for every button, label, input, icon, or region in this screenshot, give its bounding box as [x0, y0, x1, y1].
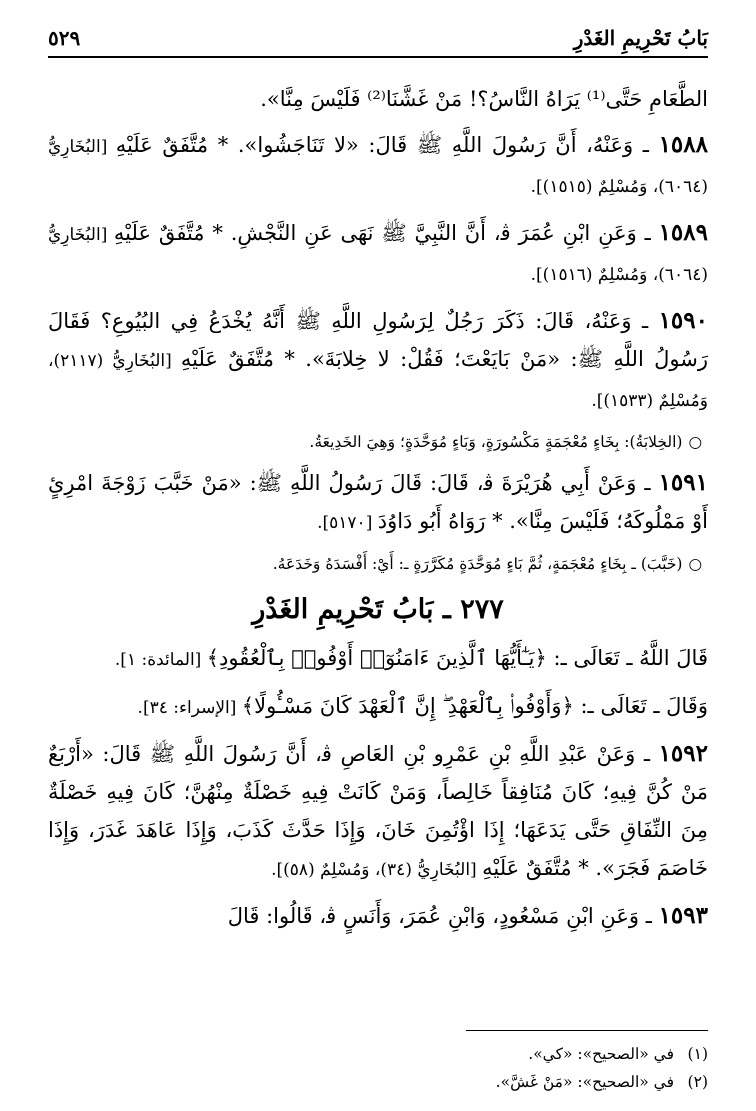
hadith-number: ١٥٨٨ [658, 131, 708, 158]
hadith-number: ١٥٩٣ [658, 902, 708, 929]
hadith-citation: [البُخَارِيُّ (٣٤)، وَمُسْلِمٌ (٥٨)]. [271, 860, 483, 880]
footnote-item [48, 1068, 708, 1096]
quran-verse [48, 687, 708, 727]
verse-text: قَالَ اللَّهُ ـ تَعَالَى ـ: ﴿يَـٰٓأَيُّهَا ٱلَّذِينَ ءَامَنُوٓا۟ أَوْفُوا۟ بِٱلْعُقُودِ﴾ [206, 646, 708, 670]
explanatory-note [48, 550, 702, 578]
running-title: بَابُ تَحْرِيمِ الغَدْرِ [573, 26, 708, 50]
hadith-text: ـ وَعَنْهُ، أَنَّ رَسُولَ اللَّهِ ﷺ قَالَ: «لا تَنَاجَشُوا». * مُتَّفَقٌ عَلَيْهِ [115, 133, 659, 157]
hadith-citation: [البُخَارِيُّ (٦٠٦٤)، وَمُسْلِمٌ (١٥١٦)]. [48, 225, 708, 285]
note-text: (الخِلابَةُ): بِخَاءٍ مُعْجَمَةٍ مَكْسُورَةٍ، وَبَاءٍ مُوَحَّدَةٍ؛ وَهِيَ الخَدِيعَةُ. [309, 433, 683, 451]
hadith-paragraph [48, 214, 708, 294]
footnote-number: (١) [687, 1045, 708, 1063]
chapter-title: ٢٧٧ ـ بَابُ تَحْرِيمِ الغَدْرِ [252, 594, 504, 625]
verse-citation: [المائدة: ١]. [114, 650, 207, 670]
page-header [48, 22, 708, 56]
book-page [48, 22, 708, 1091]
note-circle-icon: ○ [688, 433, 702, 451]
explanatory-note [48, 428, 702, 456]
footnote-rule [466, 1030, 708, 1031]
footnote-item [48, 1040, 708, 1068]
page-number: ٥٢٩ [48, 26, 81, 50]
hadith-paragraph [48, 126, 708, 206]
footnote-text: في «الصحيح»: «كي». [528, 1045, 674, 1063]
hadith-citation: [٥١٧٠]. [317, 513, 378, 533]
footnote-text: في «الصحيح»: «مَنْ غَشَّ». [495, 1073, 674, 1091]
header-rule [48, 56, 708, 58]
hadith-number: ١٥٩١ [658, 469, 708, 496]
hadith-paragraph [48, 897, 708, 935]
hadith-number: ١٥٩٠ [658, 307, 708, 334]
hadith-number: ١٥٩٢ [658, 740, 708, 767]
hadith-paragraph [48, 464, 708, 542]
hadith-paragraph [48, 735, 708, 889]
note-text: (خَبَّبَ) ـ بِخَاءٍ مُعْجَمَةٍ، ثُمَّ بَاءٍ مُوَحَّدَةٍ مُكَرَّرَةٍ ـ: أَيْ: أَفْسَدَهُ وَخَدَعَهُ. [272, 555, 683, 573]
note-circle-icon: ○ [688, 555, 702, 573]
quran-verse [48, 639, 708, 679]
hadith-text: ـ وَعَنِ ابْنِ مَسْعُودٍ، وَابْنِ عُمَرَ، وَأَنَسٍ ﭬ، قَالُوا: قَالَ [227, 904, 659, 928]
page-body [48, 80, 708, 943]
hadith-number: ١٥٨٩ [658, 219, 708, 246]
hadith-paragraph [48, 302, 708, 420]
footnotes [48, 1040, 708, 1096]
hadith-citation: [البُخَارِيُّ (٦٠٦٤)، وَمُسْلِمٌ (١٥١٥)]. [48, 137, 708, 197]
hadith-text: ـ وَعَنْهُ، قَالَ: ذَكَرَ رَجُلٌ لِرَسُولِ اللَّهِ ﷺ أَنَّهُ يُخْدَعُ فِي البُيُوعِ؟ فَقَالَ رَسُولُ اللَّهِ ﷺ: «مَنْ بَايَعْتَ؛ فَقُلْ: لا خِلابَةَ». * مُتَّفَقٌ عَلَيْهِ [48, 309, 708, 371]
hadith-text: الطَّعَامِ حَتَّى⁽¹⁾ يَرَاهُ النَّاسُ؟! مَنْ غَشَّنَا⁽²⁾ فَلَيْسَ مِنَّا». [260, 87, 708, 111]
footnote-number: (٢) [687, 1073, 708, 1091]
hadith-text: ـ وَعَنْ عَبْدِ اللَّهِ بْنِ عَمْرِو بْنِ العَاصِ ﭬ، أَنَّ رَسُولَ اللَّهِ ﷺ قَالَ: «أَرْبَعٌ مَنْ كُنَّ فِيهِ؛ كَانَ مُنَافِقاً خَالِصاً، وَمَنْ كَانَتْ فِيهِ خَصْلَةٌ مِنْهُنَّ؛ كَانَ فِيهِ خَصْلَةٌ مِنَ النِّفَاقِ حَتَّى يَدَعَهَا؛ إِذَا اؤْتُمِنَ خَانَ، وَإِذَا حَدَّثَ كَذَبَ، وَإِذَا عَاهَدَ غَدَرَ، وَإِذَا خَاصَمَ فَجَرَ». * مُتَّفَقٌ عَلَيْهِ [48, 742, 708, 880]
hadith-citation: [البُخَارِيُّ (٢١١٧)، وَمُسْلِمٌ (١٥٣٣)]. [48, 351, 708, 411]
verse-text: وَقَالَ ـ تَعَالَى ـ: ﴿وَأَوْفُوا۟ بِٱلْعَهْدِ ۖ إِنَّ ٱلْعَهْدَ كَانَ مَسْـُٔولًا﴾ [241, 694, 708, 718]
hadith-text: ـ وَعَنْ أَبِي هُرَيْرَةَ ﭬ، قَالَ: قَالَ رَسُولُ اللَّهِ ﷺ: «مَنْ خَبَّبَ زَوْجَةَ امْرِئٍ أَوْ مَمْلُوكَهُ؛ فَلَيْسَ مِنَّا». * رَوَاهُ أَبُو دَاوُدَ [48, 471, 708, 533]
hadith-text: ـ وَعَنِ ابْنِ عُمَرَ ﭬ، أَنَّ النَّبِيَّ ﷺ نَهَى عَنِ النَّجْشِ. * مُتَّفَقٌ عَلَيْهِ [113, 221, 659, 245]
hadith-paragraph [48, 80, 708, 118]
verse-citation: [الإسراء: ٣٤]. [137, 698, 242, 718]
